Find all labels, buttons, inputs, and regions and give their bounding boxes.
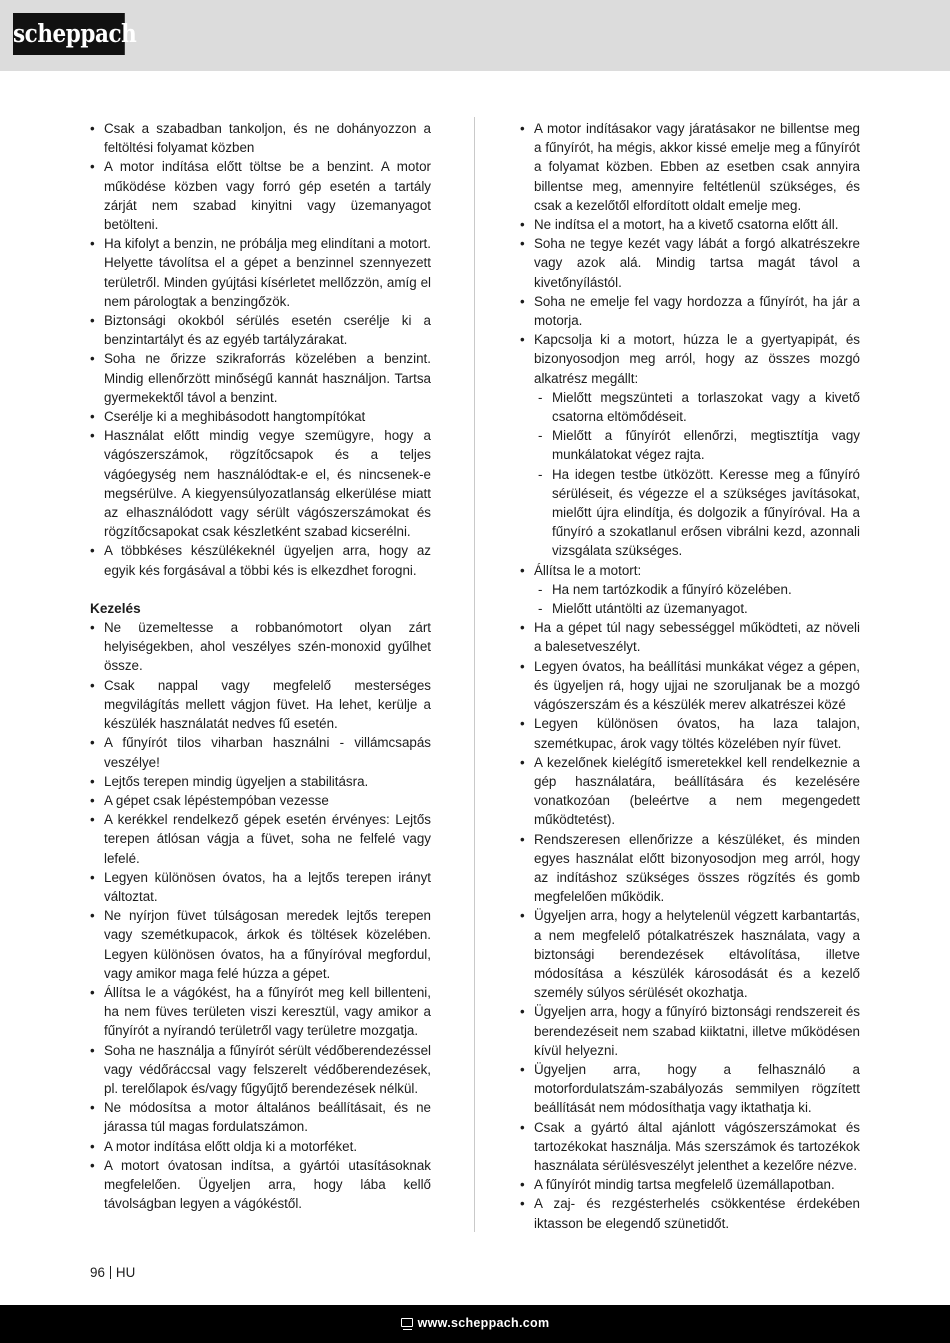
- footer-bar: [0, 1305, 950, 1343]
- list-item: • Ne indítsa el a motort, ha a kivető csatorna előtt áll.: [518, 215, 860, 234]
- list-item: • Csak a gyártó által ajánlott vágószerszámokat és tartozékokat használja. Más szerszámok és tartozékok használata sérülésveszélyt jelenthet a kezelőre nézve.: [518, 1118, 860, 1176]
- list-item: • Csak nappal vagy megfelelő mesterséges megvilágítás mellett vágjon füvet. Ha lehet, kerülje a készülék használatát nedves fű esetén.: [88, 676, 431, 734]
- list-item: • Ügyeljen arra, hogy a fűnyíró biztonsági rendszereit és berendezéseit nem szabad kiiktatni, illetve működésen kívül helyezni.: [518, 1002, 860, 1060]
- sub-list-item: - Ha nem tartózkodik a fűnyíró közelében.: [534, 580, 860, 599]
- left-column: [88, 119, 431, 1213]
- list-item: • A kerékkel rendelkező gépek esetén érvényes: Lejtős terepen átlósan vágja a füvet, soha ne felfelé vagy lefelé.: [88, 810, 431, 868]
- list-item: • Állítsa le a vágókést, ha a fűnyírót meg kell billenteni, ha nem füves területen viszi keresztül, vagy amikor a fűnyírót a nyírandó területről vagy területre mozgatja.: [88, 983, 431, 1041]
- left-list-a: [88, 119, 431, 580]
- language-code: HU: [115, 1265, 136, 1280]
- list-item: • Soha ne tegye kezét vagy lábát a forgó alkatrészekre vagy azok alá. Mindig tartsa magát távol a kivetőnyílástól.: [518, 234, 860, 292]
- list-item-with-subitems: [518, 330, 860, 560]
- section-heading-kezeles: Kezelés: [90, 600, 141, 616]
- page-number: 96: [90, 1265, 105, 1280]
- list-item: • Ne nyírjon füvet túlságosan meredek lejtős terepen vagy szemétkupacok, árkok és töltések közelében. Legyen különösen óvatos, ha a fűnyíróval megfordul, vagy amikor maga felé húzza a gépet.: [88, 906, 431, 983]
- list-item-text: Kapcsolja ki a motort, húzza le a gyertyapipát, és bizonyosodjon meg arról, hogy az összes mozgó alkatrész megállt:: [534, 332, 860, 386]
- list-item: • Soha ne emelje fel vagy hordozza a fűnyírót, ha jár a motorja.: [518, 292, 860, 330]
- left-list-b: [88, 618, 431, 1213]
- list-item: • Legyen óvatos, ha beállítási munkákat végez a gépen, és ügyeljen rá, hogy ujjai ne szoruljanak be a mozgó vágószerszám és a készülék merev alkatrészei közé: [518, 657, 860, 715]
- list-item: • Ha a gépet túl nagy sebességgel működteti, az növeli a balesetveszélyt.: [518, 618, 860, 656]
- list-item: • A zaj- és rezgésterhelés csökkentése érdekében iktasson be elegendő szünetidőt.: [518, 1194, 860, 1232]
- list-item: • Legyen különösen óvatos, ha laza talajon, szemétkupac, árok vagy töltés közelében nyír füvet.: [518, 714, 860, 752]
- column-divider: [474, 117, 475, 1232]
- list-item: • Ne módosítsa a motor általános beállításait, és ne járassa túl magas fordulatszámon.: [88, 1098, 431, 1136]
- list-item: • A motort óvatosan indítsa, a gyártói utasításoknak megfelelően. Ügyeljen arra, hogy lába kellő távolságban legyen a vágókéstől.: [88, 1156, 431, 1214]
- right-column: [518, 119, 860, 1233]
- list-item: • Soha ne használja a fűnyírót sérült védőberendezéssel vagy védőráccsal vagy felszerelt védőberendezések, pl. terelőlapok és/vagy fűgyűjtő berendezések nélkül.: [88, 1041, 431, 1099]
- list-item: • Ügyeljen arra, hogy a helytelenül végzett karbantartás, a nem megfelelő pótalkatrészek használata, vagy a biztonsági berendezések eltávolítása, illetve módosítása a készülék károsodását és a kezelő személy súlyos sérülését okozhatja.: [518, 906, 860, 1002]
- sub-list-item: - Mielőtt megszünteti a torlaszokat vagy a kivető csatorna eltömődéseit.: [534, 388, 860, 426]
- list-item: • Soha ne őrizze szikraforrás közelében a benzint. Mindig ellenőrzött minőségű kannát használjon. Tartsa gyermekektől távol a benzint.: [88, 349, 431, 407]
- list-item: • A gépet csak lépéstempóban vezesse: [88, 791, 431, 810]
- right-list: [518, 119, 860, 1233]
- list-item: • A kezelőnek kielégítő ismeretekkel kell rendelkeznie a gép használatára, beállítására és kezelésére vonatkozóan (beleértve a nem megengedett működtetést).: [518, 753, 860, 830]
- scheppach-logo: scheppach: [13, 13, 125, 55]
- header-bar: [0, 0, 950, 71]
- list-item: • Cserélje ki a meghibásodott hangtompítókat: [88, 407, 431, 426]
- list-item: • A motor indítása előtt oldja ki a motorféket.: [88, 1137, 431, 1156]
- list-item: • A fűnyírót mindig tartsa megfelelő üzemállapotban.: [518, 1175, 860, 1194]
- list-item: • Biztonsági okokból sérülés esetén cserélje ki a benzintartályt és az egyéb tartályzárakat.: [88, 311, 431, 349]
- monitor-icon: [401, 1318, 413, 1327]
- list-item: • Rendszeresen ellenőrizze a készüléket, és minden egyes használat előtt bizonyosodjon meg arról, hogy az indításhoz szükséges összes rögzítés és gomb megfelelően működik.: [518, 830, 860, 907]
- separator: [110, 1266, 111, 1279]
- list-item: • Ne üzemeltesse a robbanómotort olyan zárt helyiségekben, ahol veszélyes szén-monoxid gyűlhet össze.: [88, 618, 431, 676]
- sub-list: [534, 388, 860, 561]
- list-item: • Legyen különösen óvatos, ha a lejtős terepen irányt változtat.: [88, 868, 431, 906]
- sub-list: [534, 580, 860, 618]
- list-item-with-subitems: [518, 561, 860, 619]
- website-link[interactable]: www.scheppach.com: [417, 1316, 550, 1330]
- list-item-text: Állítsa le a motort:: [534, 562, 642, 578]
- list-item: • Használat előtt mindig vegye szemügyre, hogy a vágószerszámok, rögzítőcsapok és a teljes vágóegység nem használódtak-e el, és nincsenek-e megsérülve. A kiegyensúlyozatlanság elkerülése miatt az elhasználódott vagy sérült vágószerszámokat és rögzítőcsapokat csak készletként szabad kicserélni.: [88, 426, 431, 541]
- list-item: • A motor indítása előtt töltse be a benzint. A motor működése közben vagy forró gép esetén a tartály zárját nem szabad kinyitni vagy üzemanyagot betölteni.: [88, 157, 431, 234]
- list-item: • Csak a szabadban tankoljon, és ne dohányozzon a feltöltési folyamat közben: [88, 119, 431, 157]
- sub-list-item: - Mielőtt utántölti az üzemanyagot.: [534, 599, 860, 618]
- list-item: • Ügyeljen arra, hogy a felhasználó a motorfordulatszám-szabályozás semmilyen rögzített beállítását nem módosíthatja vagy iktathatja ki.: [518, 1060, 860, 1118]
- list-item: • A fűnyírót tilos viharban használni - villámcsapás veszélye!: [88, 733, 431, 771]
- sub-list-item: - Mielőtt a fűnyírót ellenőrzi, megtisztítja vagy munkálatokat végez rajta.: [534, 426, 860, 464]
- sub-list-item: - Ha idegen testbe ütközött. Keresse meg a fűnyíró sérüléseit, és végezze el a szükséges javításokat, mielőtt újra elindítja, és dolgozik a fűnyíróval. Ha a fűnyíró a szokatlanul erősen vibrálni kezd, azonnali vizsgálata szükséges.: [534, 465, 860, 561]
- page-number-label: [90, 1265, 135, 1281]
- list-item: • A többkéses készülékeknél ügyeljen arra, hogy az egyik kés forgásával a többi kés is elkezdhet forogni.: [88, 541, 431, 579]
- list-item: • Ha kifolyt a benzin, ne próbálja meg elindítani a motort. Helyette távolítsa el a gépet a benzinnel szennyezett területről. Minden gyújtási kísérletet mellőzzön, amíg el nem párologtak a benzingőzök.: [88, 234, 431, 311]
- list-item: • A motor indításakor vagy járatásakor ne billentse meg a fűnyírót, ha mégis, akkor kissé emelje meg a fűnyírót a folyamat közben. Ebben az esetben csak annyira billentse meg, amennyire feltétlenül szükséges, és csak a kezelőtől elfordított oldalt emelje meg.: [518, 119, 860, 215]
- list-item: • Lejtős terepen mindig ügyeljen a stabilitásra.: [88, 772, 431, 791]
